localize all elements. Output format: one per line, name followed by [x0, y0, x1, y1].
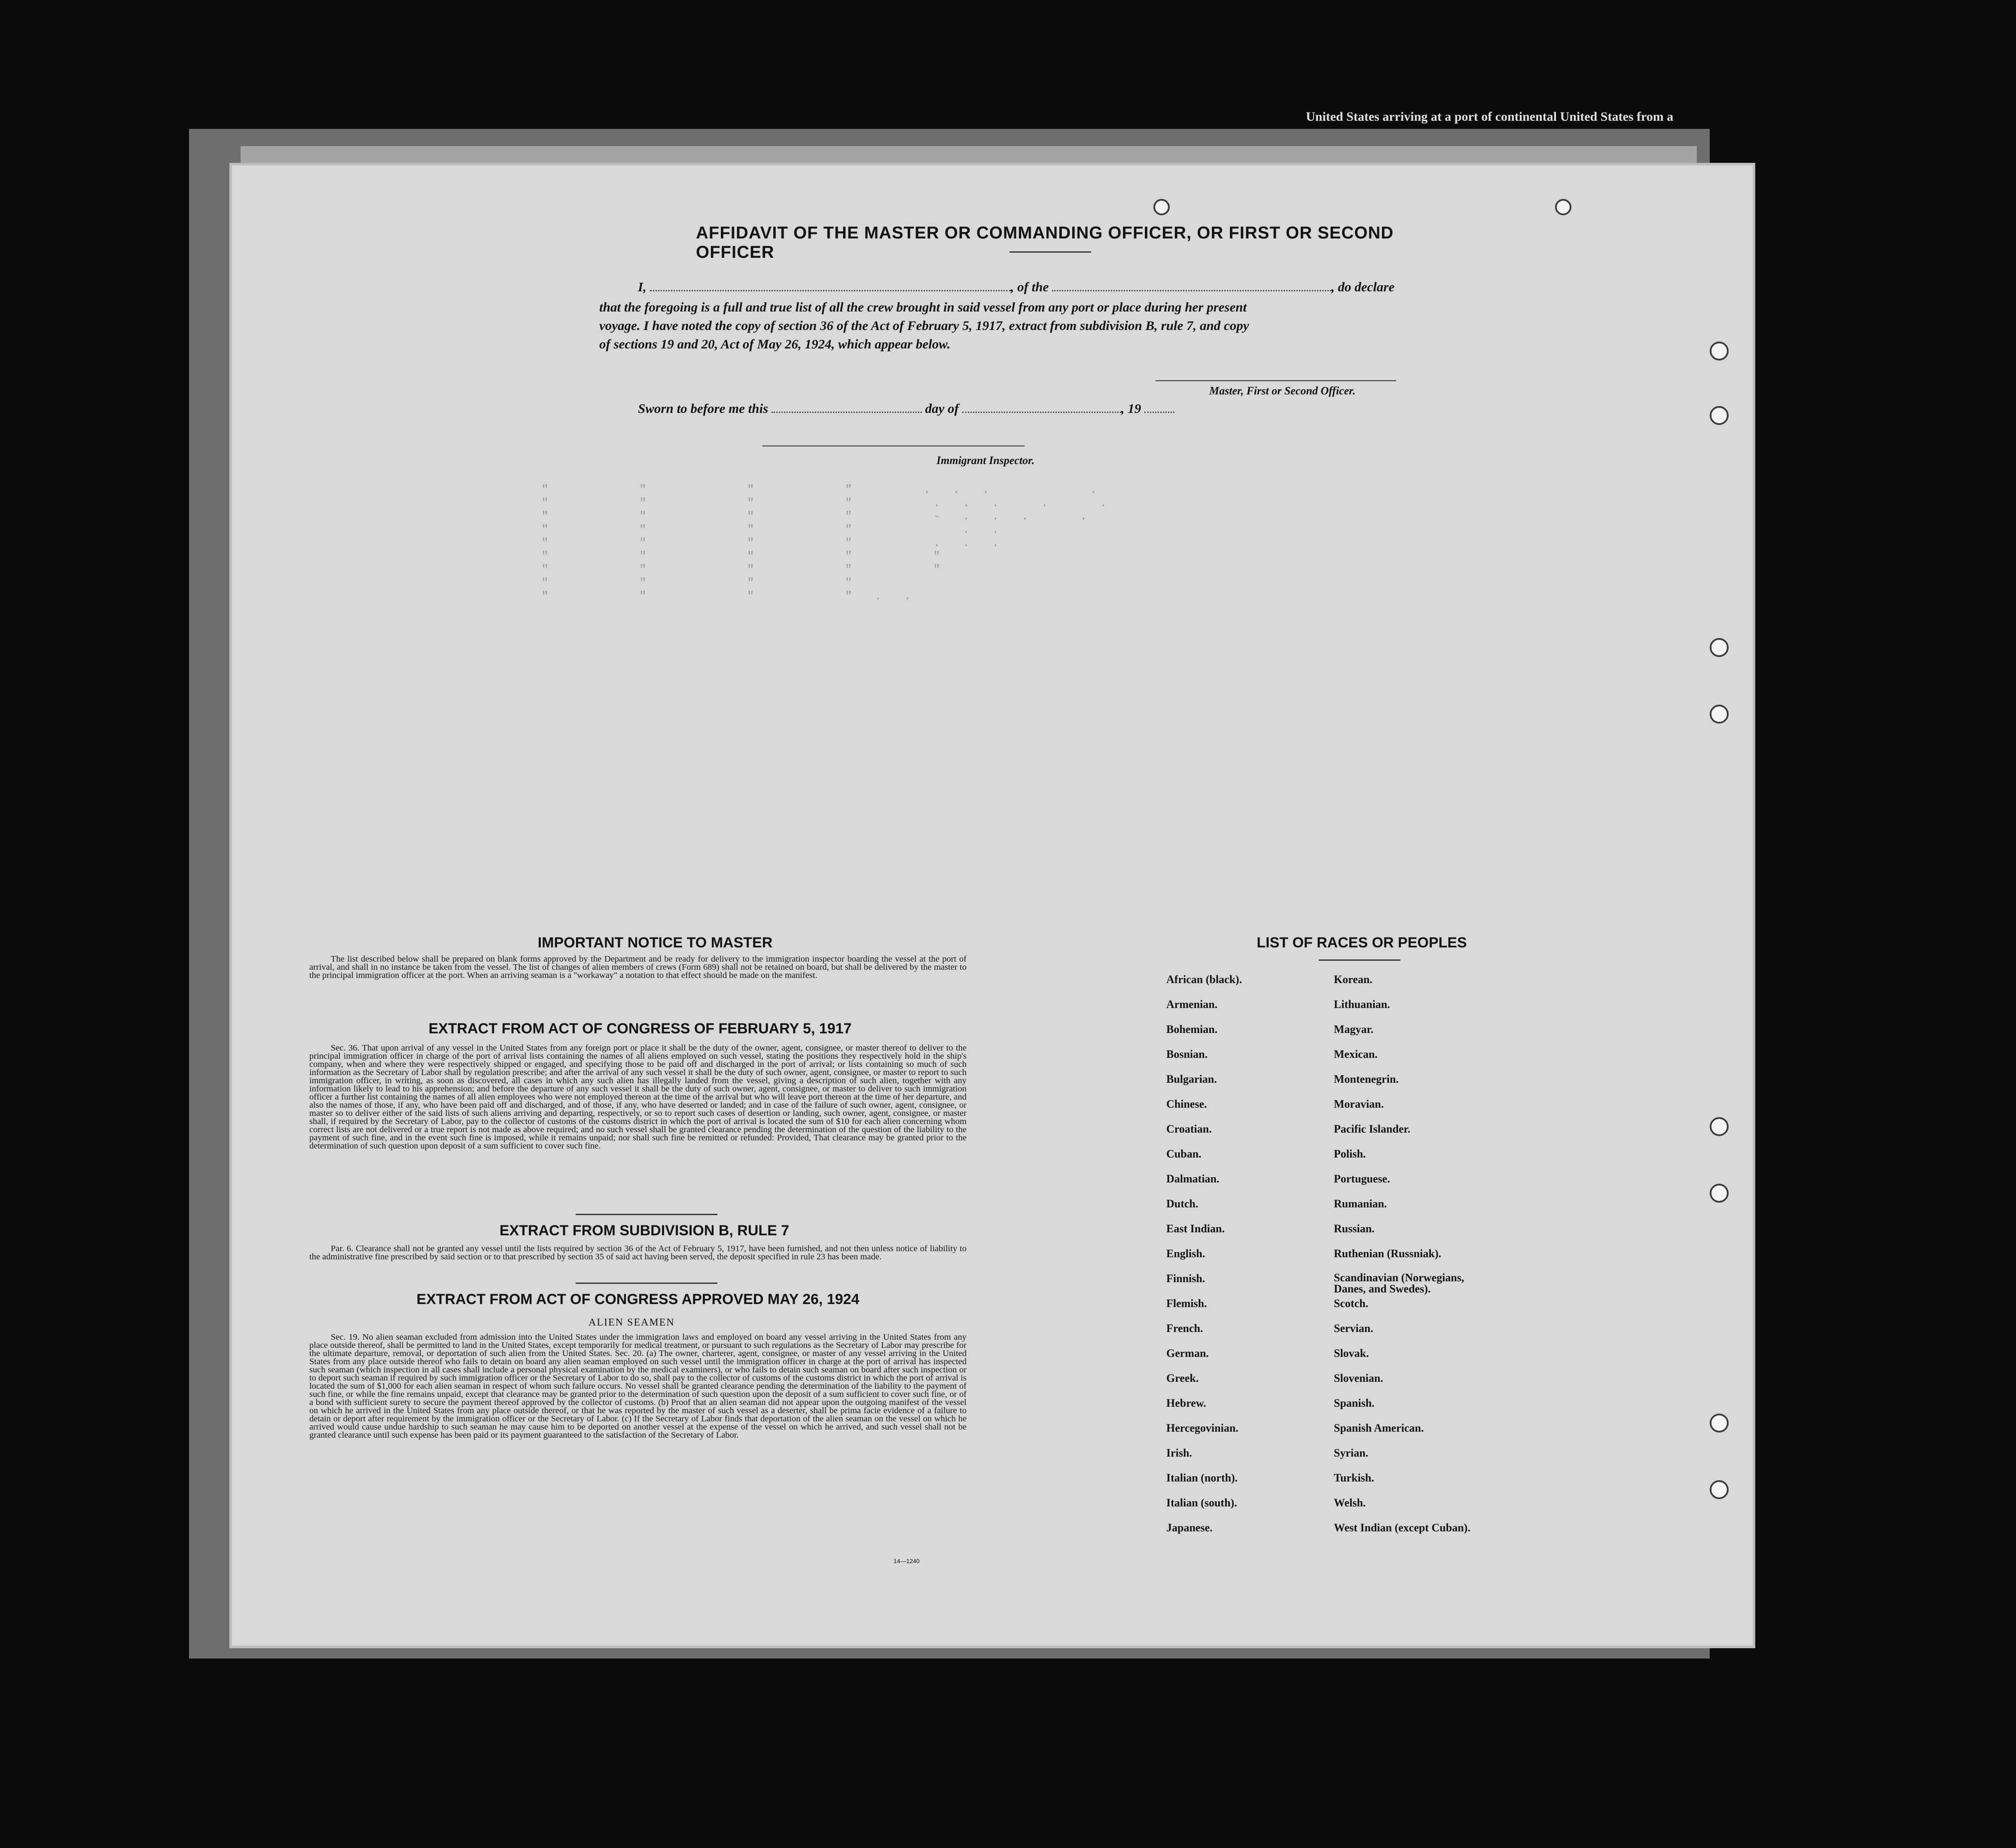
rule7-title: EXTRACT FROM SUBDIVISION B, RULE 7 [499, 1222, 790, 1239]
race-item: African (black). [1166, 973, 1242, 986]
extract-1924-title: EXTRACT FROM ACT OF CONGRESS APPROVED MAY 26, 1924 [416, 1291, 860, 1307]
race-item: Finnish. [1166, 1272, 1205, 1285]
race-item: Bulgarian. [1166, 1073, 1217, 1085]
race-item: Russian. [1334, 1222, 1375, 1235]
punch-hole [1710, 406, 1729, 425]
vessel-name-blank[interactable] [1052, 286, 1331, 291]
races-rule [1319, 959, 1400, 961]
race-item: Dutch. [1166, 1197, 1199, 1210]
rule7-body: Par. 6. Clearance shall not be granted any vessel until the lists required by section 36 of the Act of February 5, 1917, have been furnished, and not then unless notice of liability to the administrative fine prescribed by said section or to that prescribed by section 35 of said act having been served, the deposit specified in rule 23 has been made. [309, 1244, 967, 1262]
race-item: Italian (south). [1166, 1497, 1237, 1509]
race-item: Irish. [1166, 1447, 1192, 1459]
race-item: Bosnian. [1166, 1048, 1208, 1060]
affidavit-line-2: that the foregoing is a full and true list of all the crew brought in said vessel from any port or place during her present [599, 299, 1247, 315]
race-item: Pacific Islander. [1334, 1123, 1411, 1135]
race-item: Welsh. [1334, 1497, 1366, 1509]
affidavit-line-1 [638, 279, 1394, 295]
race-item: Lithuanian. [1334, 998, 1390, 1011]
punch-hole [1555, 199, 1571, 215]
race-item: French. [1166, 1322, 1203, 1335]
race-item: Hebrew. [1166, 1397, 1206, 1409]
race-item: Scandinavian (Norwegians, Danes, and Swedes). [1334, 1271, 1464, 1295]
race-item: German. [1166, 1347, 1209, 1359]
race-item: Bohemian. [1166, 1023, 1218, 1035]
race-item: Cuban. [1166, 1148, 1202, 1160]
race-item: Spanish. [1334, 1397, 1375, 1409]
affidavit-line-3: voyage. I have noted the copy of section 36 of the Act of February 5, 1917, extract from subdivision B, rule 7, and copy [599, 318, 1249, 333]
extract-1924-body: Sec. 19. No alien seaman excluded from admission into the United States under the immigration laws and employed on board any vessel arriving in the United States from any place outside thereof, shall be permitted to land in the United States, except temporarily for medical treatment, or pursuant to such regulations as the Secretary of Labor may prescribe for the ultimate departure, removal, or deportation of such alien from the United States. Sec. 20. (a) The owner, charterer, agent, consignee, or master of any vessel arriving in the United States from any place outside thereof who fails to detain on board any alien seaman employed on such vessel until the immigration officer in charge at the port of arrival has inspected such seaman (which inspection in all cases shall include a personal physical examination by the medical examiners), or who fails to detain such seaman on board after such inspection or to deport such seaman if required by such immigration officer or the Secretary of Labor to do so, shall pay to the collector of customs of the customs district in which the port of arrival is located the sum of $1,000 for each alien seaman in respect of whom such failure occurs. No vessel shall be granted clearance pending the determination of the liability to the payment of such fine, or while the fine remains unpaid, except that clearance may be granted prior to the determination of such question upon the deposit of a sum sufficient to cover such fine, or of a bond with sufficient surety to secure the payment thereof approved by the collector of customs. (b) Proof that an alien seaman did not appear upon the outgoing manifest of the vessel on which he arrived in the United States from any place outside thereof, or that he was reported by the master of such vessel as a deserter, shall be prima facie evidence of a failure to detain or deport after requirement by the immigration officer or the Secretary of Labor. (c) If the Secretary of Labor finds that deportation of the alien seaman on the vessel on which he arrived would cause undue hardship to such seaman he may cause him to be deported on another vessel at the expense of the vessel on which he arrived, and such vessel shall not be granted clearance until such expense has been paid or its payment guaranteed to the satisfaction of the Secretary of Labor. [309, 1332, 967, 1440]
bleed-through: " " " " . . . . " " " " . . . . . " " " " - . . . . " " " " . . " " " " . . . " " " " " " " " " " " " " " " " " " . . [541, 483, 1110, 603]
race-item: Servian. [1334, 1322, 1373, 1335]
race-item: Magyar. [1334, 1023, 1374, 1035]
races-right-column [1334, 973, 1488, 1546]
race-item: Korean. [1334, 973, 1372, 986]
race-item: East Indian. [1166, 1222, 1225, 1235]
extract-1917-title: EXTRACT FROM ACT OF CONGRESS OF FEBRUARY 5, 1917 [428, 1020, 852, 1037]
rule7-rule [576, 1283, 717, 1284]
declarant-label: I, [638, 279, 647, 294]
sworn-line [638, 401, 1174, 416]
race-item: Montenegrin. [1334, 1073, 1399, 1085]
races-left-column [1166, 973, 1242, 1546]
race-item: Chinese. [1166, 1098, 1207, 1110]
extract-1924-subtitle: ALIEN SEAMEN [589, 1317, 675, 1328]
race-item: Slovenian. [1334, 1372, 1383, 1384]
declare-label: , do declare [1331, 279, 1395, 294]
declarant-name-blank[interactable] [650, 286, 1011, 291]
punch-hole [1710, 1184, 1729, 1203]
affidavit-line-4: of sections 19 and 20, Act of May 26, 1924, which appear below. [599, 336, 951, 351]
race-item: Turkish. [1334, 1472, 1374, 1484]
race-item: Portuguese. [1334, 1173, 1390, 1185]
races-title: LIST OF RACES OR PEOPLES [1257, 935, 1467, 951]
race-item: Scotch. [1334, 1297, 1369, 1310]
year-label: , 19 [1121, 401, 1141, 416]
extract-1917-body: Sec. 36. That upon arrival of any vessel in the United States from any foreign port or place it shall be the duty of the owner, agent, consignee, or master thereof to deliver to the principal immigration officer in charge of the port of arrival lists containing the names of all aliens employed on such vessel, stating the positions they respectively hold in the ship's company, when and where they were respectively shipped or engaged, and specifying those to be paid off and discharged in the port of arrival; or lists containing so much of such information as the Secretary of Labor shall by regulation prescribe; and after the arrival of any such vessel it shall be the duty of such owner, agent, consignee, or master to report to such immigration officer, in writing, as soon as discovered, all cases in which any such alien has illegally landed from the vessel, giving a description of such alien, together with any information likely to lead to his apprehension; and before the departure of any such vessel it shall be the duty of such owner, agent, consignee, or master to deliver to such immigration officer a further list containing the names of all alien employees who were not employed thereon at the time of the arrival but who will leave port thereon at the time of her departure, and also the names of those, if any, who have been paid off and discharged, and of those, if any, who have deserted or landed; and in case of the failure of such owner, agent, consignee, or master so to deliver either of the said lists of such aliens arriving and departing, respectively, or so to report such cases of desertion or landing, such owner, agent, consignee, or master shall, if required by the Secretary of Labor, pay to the collector of customs of the customs district in which the port of arrival is located the sum of $10 for each alien concerning whom correct lists are not delivered or a true report is not made as above required; and no such vessel shall be granted clearance pending the determination of the question of the liability to the payment of such fine, and in the event such fine is imposed, while it remains unpaid; nor shall such fine be remitted or refunded: Provided, That clearance may be granted prior to the determination of such question upon deposit of a sum sufficient to cover such fine. [309, 1043, 967, 1151]
document-page [232, 165, 1753, 1646]
punch-hole [1153, 199, 1170, 215]
race-item: Moravian. [1334, 1098, 1384, 1110]
inspector-signature-label: Immigrant Inspector. [936, 454, 1035, 467]
back-sheet-header: United States arriving at a port of continental United States from a [1306, 110, 1674, 124]
race-item: Syrian. [1334, 1447, 1369, 1459]
master-signature-label: Master, First or Second Officer. [1209, 385, 1356, 397]
day-of-label: day of [925, 401, 959, 416]
race-item: Dalmatian. [1166, 1173, 1220, 1185]
race-item: Croatian. [1166, 1123, 1212, 1135]
punch-hole [1710, 638, 1729, 657]
sworn-month-blank[interactable] [962, 407, 1121, 413]
race-item: Hercegovinian. [1166, 1422, 1238, 1434]
extract-1917-rule [576, 1214, 717, 1215]
race-item: Polish. [1334, 1148, 1366, 1160]
race-item: Spanish American. [1334, 1422, 1424, 1434]
sworn-label: Sworn to before me this [638, 401, 769, 416]
race-item: Greek. [1166, 1372, 1199, 1384]
punch-hole [1710, 1414, 1729, 1433]
master-signature-line [1156, 380, 1396, 381]
race-item: West Indian (except Cuban). [1334, 1521, 1470, 1534]
affidavit-title: AFFIDAVIT OF THE MASTER OR COMMANDING OFFICER, OR FIRST OR SECOND OFFICER [696, 223, 1394, 262]
punch-hole [1710, 1480, 1729, 1499]
punch-hole [1710, 1117, 1729, 1136]
form-number: 14—1240 [894, 1558, 920, 1564]
title-rule [1010, 251, 1091, 253]
race-item: Italian (north). [1166, 1472, 1238, 1484]
notice-title: IMPORTANT NOTICE TO MASTER [537, 935, 773, 951]
punch-hole [1710, 705, 1729, 724]
race-item: Ruthenian (Russniak). [1334, 1247, 1441, 1260]
race-item: English. [1166, 1247, 1205, 1260]
vessel-label: , of the [1010, 279, 1049, 294]
race-item: Mexican. [1334, 1048, 1378, 1060]
sworn-year-blank[interactable] [1144, 407, 1174, 413]
race-item: Slovak. [1334, 1347, 1369, 1359]
sworn-date-blank[interactable] [772, 407, 922, 413]
punch-hole [1710, 342, 1729, 360]
race-item: Rumanian. [1334, 1197, 1387, 1210]
race-item: Armenian. [1166, 998, 1218, 1011]
notice-body: The list described below shall be prepared on blank forms approved by the Department and be ready for delivery to the immigration inspector boarding the vessel at the port of arrival, and shall in no instance be taken from the vessel. The list of changes of alien members of crews (Form 689) shall not be retained on board, but shall be delivered by the master to the principal immigration officer at the port. When an arriving seaman is a "workaway" a notation to that effect should be made on the manifest. [309, 954, 967, 980]
race-item: Japanese. [1166, 1521, 1213, 1534]
race-item: Flemish. [1166, 1297, 1207, 1310]
